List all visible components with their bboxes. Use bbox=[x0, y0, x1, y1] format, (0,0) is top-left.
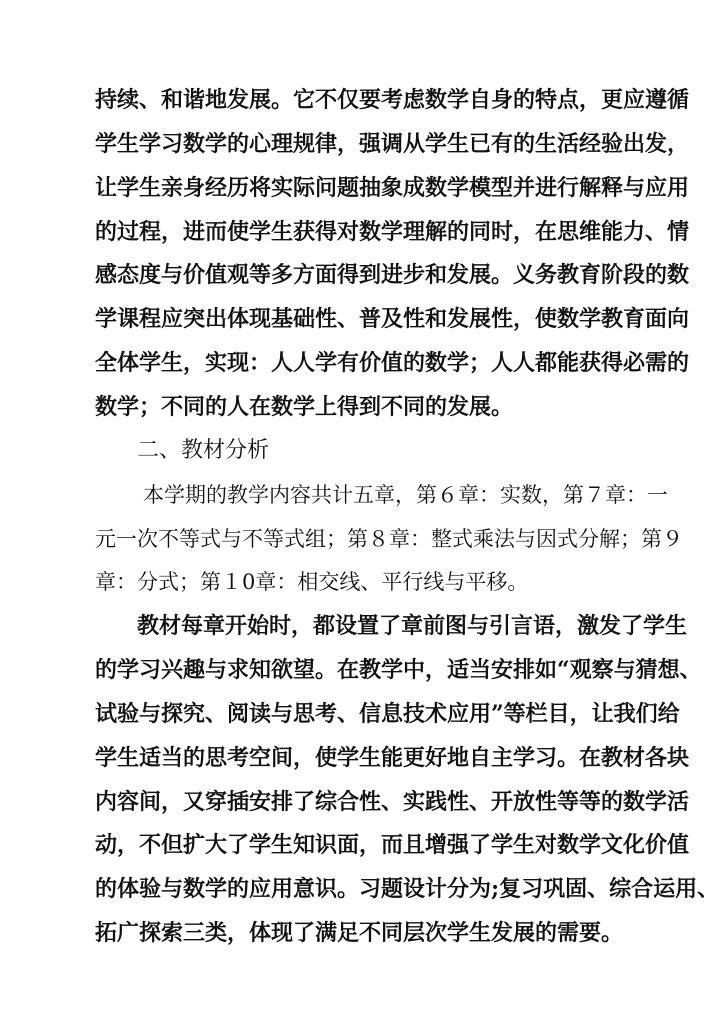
paragraph-1-line-8: 数学；不同的人在数学上得到不同的发展。 bbox=[95, 394, 514, 420]
paragraph-1-line-7: 全体学生，实现：人人学有价值的数学；人人都能获得必需的 bbox=[95, 350, 690, 376]
paragraph-2-line-3: 章：分式；第１0章：相交线、平行线与平移。 bbox=[95, 570, 529, 594]
paragraph-2-line-1: 本学期的教学内容共计五章，第６章：实数，第７章：一 bbox=[143, 483, 668, 507]
paragraph-1-line-1: 持续、和谐地发展。它不仅要考虑数学自身的特点，更应遵循 bbox=[95, 87, 690, 113]
paragraph-3-line-4: 学生适当的思考空间，使学生能更好地自主学习。在教材各块 bbox=[95, 745, 690, 771]
paragraph-3-line-5: 内容间，又穿插安排了综合性、实践性、开放性等等的数学活 bbox=[95, 789, 690, 815]
paragraph-1-line-4: 的过程，进而使学生获得对数学理解的同时，在思维能力、情 bbox=[95, 219, 690, 245]
paragraph-3-line-1: 教材每章开始时，都设置了章前图与引言语，激发了学生 bbox=[137, 613, 688, 639]
paragraph-3-line-6: 动，不但扩大了学生知识面，而且增强了学生对数学文化价值 bbox=[95, 832, 690, 858]
paragraph-2-line-2: 元一次不等式与不等式组；第８章：整式乘法与因式分解；第９ bbox=[95, 527, 683, 551]
paragraph-1-line-6: 学课程应突出体现基础性、普及性和发展性，使数学教育面向 bbox=[95, 306, 690, 332]
paragraph-1-line-3: 让学生亲身经历将实际问题抽象成数学模型并进行解释与应用 bbox=[95, 175, 690, 201]
paragraph-3-line-2: 的学习兴趣与求知欲望。在教学中，适当安排如“观察与猜想、 bbox=[95, 657, 702, 683]
paragraph-1-line-5: 感态度与价值观等多方面得到进步和发展。义务教育阶段的数 bbox=[95, 262, 690, 288]
paragraph-3-line-3: 试验与探究、阅读与思考、信息技术应用”等栏目，让我们给 bbox=[95, 701, 680, 727]
paragraph-3-line-8: 拓广探索三类，体现了满足不同层次学生发展的需要。 bbox=[95, 920, 624, 946]
section-heading: 二、教材分析 bbox=[137, 438, 270, 463]
paragraph-3-line-7: 的体验与数学的应用意识。习题设计分为;复习巩固、综合运用、 bbox=[95, 876, 719, 902]
paragraph-1-line-2: 学生学习数学的心理规律，强调从学生已有的生活经验出发， bbox=[95, 131, 690, 157]
